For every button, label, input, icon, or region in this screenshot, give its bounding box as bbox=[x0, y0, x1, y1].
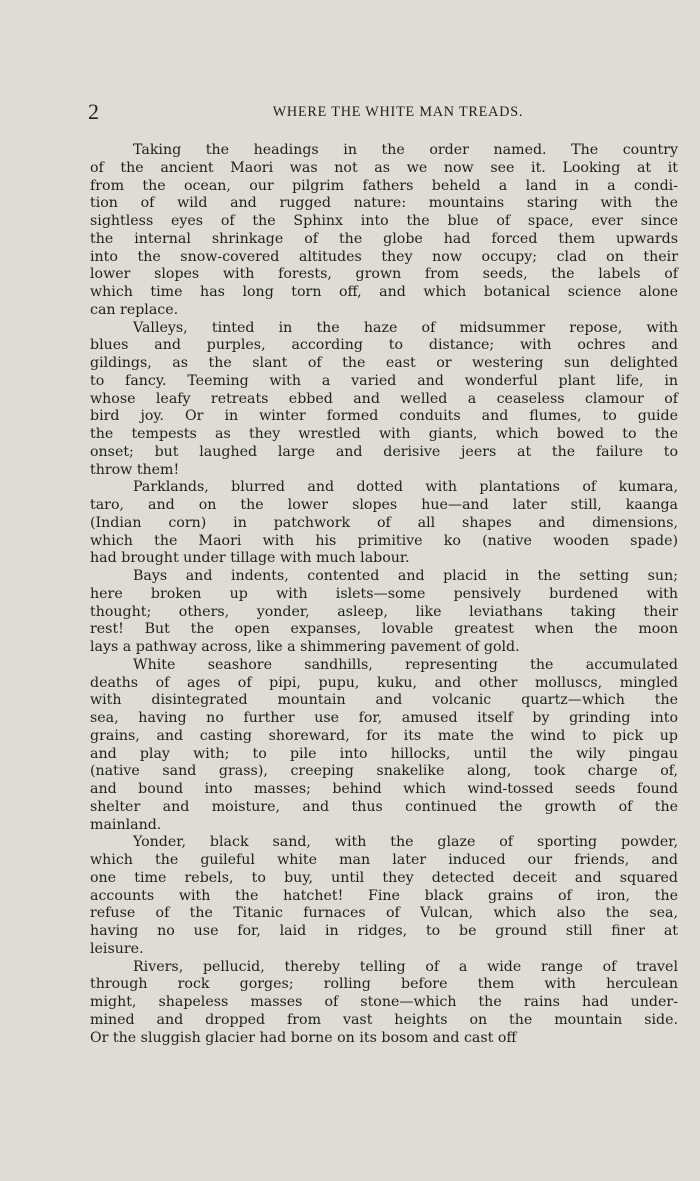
running-title: WHERE THE WHITE MAN TREADS. bbox=[272, 104, 524, 120]
text-line: one time rebels, to buy, until they detected deceit and squared bbox=[90, 869, 678, 886]
text-line: (native sand grass), creeping snakelike along, took charge of, bbox=[90, 763, 678, 780]
text-line: lower slopes with forests, grown from seeds, the labels of bbox=[90, 266, 678, 283]
text-line: deaths of ages of pipi, pupu, kuku, and other molluscs, mingled bbox=[90, 674, 678, 691]
page-header bbox=[88, 100, 678, 124]
paragraph bbox=[90, 479, 678, 568]
text-line: sightless eyes of the Sphinx into the blue of space, ever since bbox=[90, 213, 678, 229]
text-line: having no use for, laid in ridges, to be ground still finer at bbox=[90, 923, 678, 939]
text-line: here broken up with islets—some pensively burdened with bbox=[90, 585, 678, 602]
text-line: White seashore sandhills, representing the accumulated bbox=[133, 656, 678, 673]
text-line: Parklands, blurred and dotted with plantations of kumara, bbox=[133, 479, 678, 496]
text-line: bird joy. Or in winter formed conduits and flumes, to guide bbox=[90, 408, 678, 425]
text-line: which the guileful white man later induced our friends, and bbox=[90, 852, 678, 868]
text-line: with disintegrated mountain and volcanic quartz—which the bbox=[90, 692, 678, 709]
paragraph bbox=[90, 142, 678, 320]
text-line: might, shapeless masses of stone—which the rains had under- bbox=[90, 994, 678, 1010]
text-line: which the Maori with his primitive ko (native wooden spade) bbox=[90, 532, 678, 549]
text-line: and bound into masses; behind which wind-tossed seeds found bbox=[90, 781, 678, 797]
text-line: Valleys, tinted in the haze of midsummer repose, with bbox=[133, 319, 678, 336]
text-line: taro, and on the lower slopes hue—and later still, kaanga bbox=[90, 497, 678, 513]
text-line: whose leafy retreats ebbed and welled a ceaseless clamour of bbox=[90, 390, 678, 407]
text-line: accounts with the hatchet! Fine black grains of iron, the bbox=[90, 887, 678, 904]
body-text bbox=[90, 142, 678, 1047]
text-line: mainland. bbox=[90, 816, 162, 833]
text-line: had brought under tillage with much labour. bbox=[90, 550, 410, 567]
text-line: through rock gorges; rolling before them with herculean bbox=[90, 976, 678, 993]
text-line: refuse of the Titanic furnaces of Vulcan, which also the sea, bbox=[90, 905, 678, 922]
text-line: Rivers, pellucid, thereby telling of a wide range of travel bbox=[133, 958, 678, 975]
text-line: shelter and moisture, and thus continued the growth of the bbox=[90, 798, 678, 815]
text-line: Taking the headings in the order named. The country bbox=[133, 142, 678, 158]
text-line: the tempests as they wrestled with giants, which bowed to the bbox=[90, 426, 678, 442]
text-line: Yonder, black sand, with the glaze of sporting powder, bbox=[133, 834, 678, 851]
text-line: (Indian corn) in patchwork of all shapes and dimensions, bbox=[90, 514, 678, 531]
text-line: from the ocean, our pilgrim fathers beheld a land in a condi- bbox=[90, 177, 678, 194]
text-line: grains, and casting shoreward, for its mate the wind to pick up bbox=[90, 727, 678, 744]
text-line: thought; others, yonder, asleep, like leviathans taking their bbox=[90, 603, 678, 620]
text-line: Or the sluggish glacier had borne on its bosom and cast off bbox=[90, 1029, 517, 1046]
text-line: the internal shrinkage of the globe had forced them upwards bbox=[90, 230, 678, 247]
text-line: Bays and indents, contented and placid in the setting sun; bbox=[133, 568, 678, 584]
text-line: blues and purples, according to distance; with ochres and bbox=[90, 337, 678, 354]
text-line: and play with; to pile into hillocks, until the wily pingau bbox=[90, 745, 678, 762]
text-line: can replace. bbox=[90, 301, 179, 318]
text-line: of the ancient Maori was not as we now see it. Looking at it bbox=[90, 159, 678, 176]
text-line: rest! But the open expanses, lovable greatest when the moon bbox=[90, 621, 678, 638]
text-line: tion of wild and rugged nature: mountains staring with the bbox=[90, 195, 678, 212]
text-line: throw them! bbox=[90, 461, 180, 478]
text-line: which time has long torn off, and which botanical science alone bbox=[90, 284, 678, 300]
text-line: gildings, as the slant of the east or westering sun delighted bbox=[90, 355, 678, 371]
text-line: onset; but laughed large and derisive jeers at the failure to bbox=[90, 443, 678, 460]
paragraph bbox=[90, 568, 678, 657]
text-line: leisure. bbox=[90, 940, 144, 957]
text-line: into the snow-covered altitudes they now occupy; clad on their bbox=[90, 248, 678, 265]
text-line: sea, having no further use for, amused itself by grinding into bbox=[90, 710, 678, 726]
text-line: mined and dropped from vast heights on the mountain side. bbox=[90, 1011, 678, 1028]
page-number: 2 bbox=[88, 99, 99, 124]
paragraph bbox=[90, 834, 678, 958]
paragraph bbox=[90, 320, 678, 480]
text-line: to fancy. Teeming with a varied and wonderful plant life, in bbox=[90, 372, 678, 389]
paragraph bbox=[90, 959, 678, 1048]
text-line: lays a pathway across, like a shimmering pavement of gold. bbox=[90, 639, 520, 655]
paragraph bbox=[90, 657, 678, 835]
